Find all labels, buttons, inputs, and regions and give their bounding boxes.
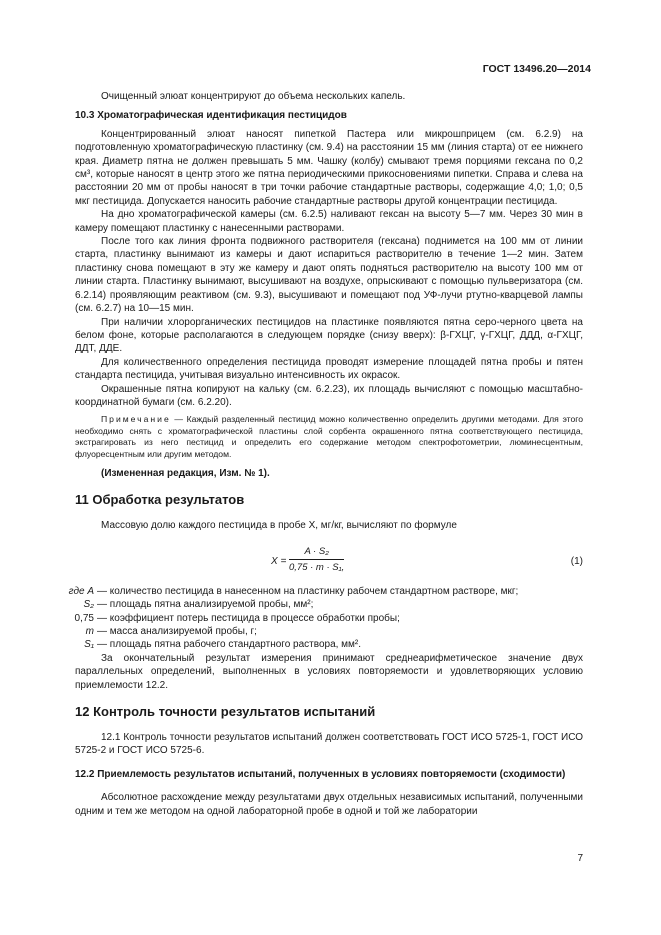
note xyxy=(75,414,583,460)
section-10-3-title: 10.3 Хроматографическая идентификация пестицидов xyxy=(75,110,347,122)
definition-text: — количество пестицида в нанесенном на пластинку рабочем стандартном растворе, мкг; xyxy=(97,585,519,597)
formula-fraction xyxy=(289,545,344,575)
formula-denominator-text: 0,75 · m · S₁ xyxy=(289,562,342,574)
paragraph-10-3-2: На дно хроматографической камеры (см. 6.2.5) наливают гексан на высоту 5—7 мм. Через 30 мин в камеру помещают пластинку с нанесенными растворами. xyxy=(75,209,583,234)
definition-symbol: где A xyxy=(68,585,94,597)
formula-numerator: A · S₂ xyxy=(289,545,344,560)
formula-1 xyxy=(75,545,583,579)
section-12-2-text: Абсолютное расхождение между результатами двух отдельных независимых испытаний, полученными одним и тем же методом на одной лабораторной пробе в одной и той же лаборатории xyxy=(75,792,583,817)
page-content xyxy=(68,90,583,818)
paragraph-10-3-1: Концентрированный элюат наносят пипеткой Пастера или микрошприцем (см. 6.2.9) на подготовленную хроматографическую пластинку (см. 9.4) на расстоянии 15 мм (линия старта) от ее нижнего края. Диаметр пятна не должен превышать 5 мм. Чашку (колбу) смывают тремя порциями гексана по 0,2 см³, которые наносят в центр этого же пятна периодическими прикосновениями пипетки. Справа и слева на расстоянии 20 мм от пробы наносят в три точки рабочие стандартные растворы, содержащие 4,0; 1,0; 0,5 мкг пестицида. Допускается наносить рабочие стандартные растворы другой концентрации пестицида. xyxy=(75,128,583,207)
formula-number: (1) xyxy=(570,555,583,567)
note-label: Примечание xyxy=(101,414,171,425)
section-11-intro: Массовую долю каждого пестицида в пробе X, мг/кг, вычисляют по формуле xyxy=(101,520,457,532)
definition-row xyxy=(47,598,583,611)
formula-definitions xyxy=(47,585,583,652)
paragraph-10-3-5: Для количественного определения пестицида проводят измерение площадей пятна пробы и пятен стандарта пестицида, учитывая визуально интенсивность их окрасок. xyxy=(75,356,583,382)
page-number: 7 xyxy=(577,853,583,864)
section-12-2-title: 12.2 Приемлемость результатов испытаний, полученных в условиях повторяемости (сходимости) xyxy=(75,768,566,780)
formula-denominator xyxy=(289,560,344,574)
amendment-note: (Измененная редакция, Изм. № 1). xyxy=(101,467,270,479)
formula-tail: , xyxy=(341,562,345,574)
definition-symbol: S₂ xyxy=(83,599,94,611)
definition-row xyxy=(47,585,583,598)
definition-row xyxy=(47,638,583,651)
definition-row xyxy=(47,612,583,625)
paragraph-10-3-3: После того как линия фронта подвижного растворителя (гексана) поднимется на 100 мм от линии старта, пластинку вынимают из камеры и дают испариться растворителю в течение 1—2 мин. Затем пластинку снова помещают в эту же камеру и дают опять подняться растворителю на высоту 100 мм от линии старта. Пластинку вынимают, высушивают на воздухе, опрыскивают с помощью пульверизатора (см. 6.2.14) проявляющим реактивом (см. 9.3), высушивают и помещают под УФ-лучи ртутно-кварцевой лампы (см. 6.2.7) на 10—15 мин. xyxy=(75,236,583,315)
note-text: — Каждый разделенный пестицид можно количественно определить другими методами. Для этого необходимо снять с хроматографической пластины слой сорбента окрашенного пятна соответствующего пестицида, экстрагировать из него пестицид и определить его содержание методом спектрофотометрии, люминесцентным, флуоресцентным или другим методом. xyxy=(75,414,583,459)
definition-symbol: S₁ xyxy=(84,639,94,651)
section-11-title: 11 Обработка результатов xyxy=(75,492,245,508)
standard-header: ГОСТ 13496.20—2014 xyxy=(482,63,591,75)
section-12-1: 12.1 Контроль точности результатов испытаний должен соответствовать ГОСТ ИСО 5725-1, ГОСТ ИСО 5725-2 и ГОСТ ИСО 5725-6. xyxy=(75,732,583,757)
definition-text: — коэффициент потерь пестицида в процессе обработки пробы; xyxy=(97,612,400,624)
definition-text: — масса анализируемой пробы, г; xyxy=(97,626,257,637)
section-12-title: 12 Контроль точности результатов испытаний xyxy=(75,704,376,720)
formula-lhs: X = xyxy=(271,555,287,567)
paragraph-10-3-6: Окрашенные пятна копируют на кальку (см. 6.2.23), их площадь вычисляют с помощью масштабно-координатной бумаги (см. 6.2.20). xyxy=(75,383,583,408)
paragraph-eluate: Очищенный элюат концентрируют до объема нескольких капель. xyxy=(101,91,406,102)
definition-text: — площадь пятна анализируемой пробы, мм²; xyxy=(97,599,314,611)
definition-symbol: m xyxy=(85,626,94,637)
section-11-final: За окончательный результат измерения принимают среднеарифметическое значение двух параллельных определений, выполненных в условиях повторяемости и удовлетворяющих условию приемлемости 12.2. xyxy=(75,652,583,691)
definition-symbol: 0,75 xyxy=(74,612,94,624)
definition-text: — площадь пятна рабочего стандартного раствора, мм². xyxy=(97,639,362,651)
definition-row xyxy=(47,625,583,638)
paragraph-10-3-4: При наличии хлорорганических пестицидов на пластинке появляются пятна серо-черного цвета на белом фоне, которые располагаются в следующем порядке (снизу вверх): β-ГХЦГ, γ-ГХЦГ, ДДД, α-ГХЦГ, ДДТ, ДДЕ. xyxy=(75,316,583,355)
